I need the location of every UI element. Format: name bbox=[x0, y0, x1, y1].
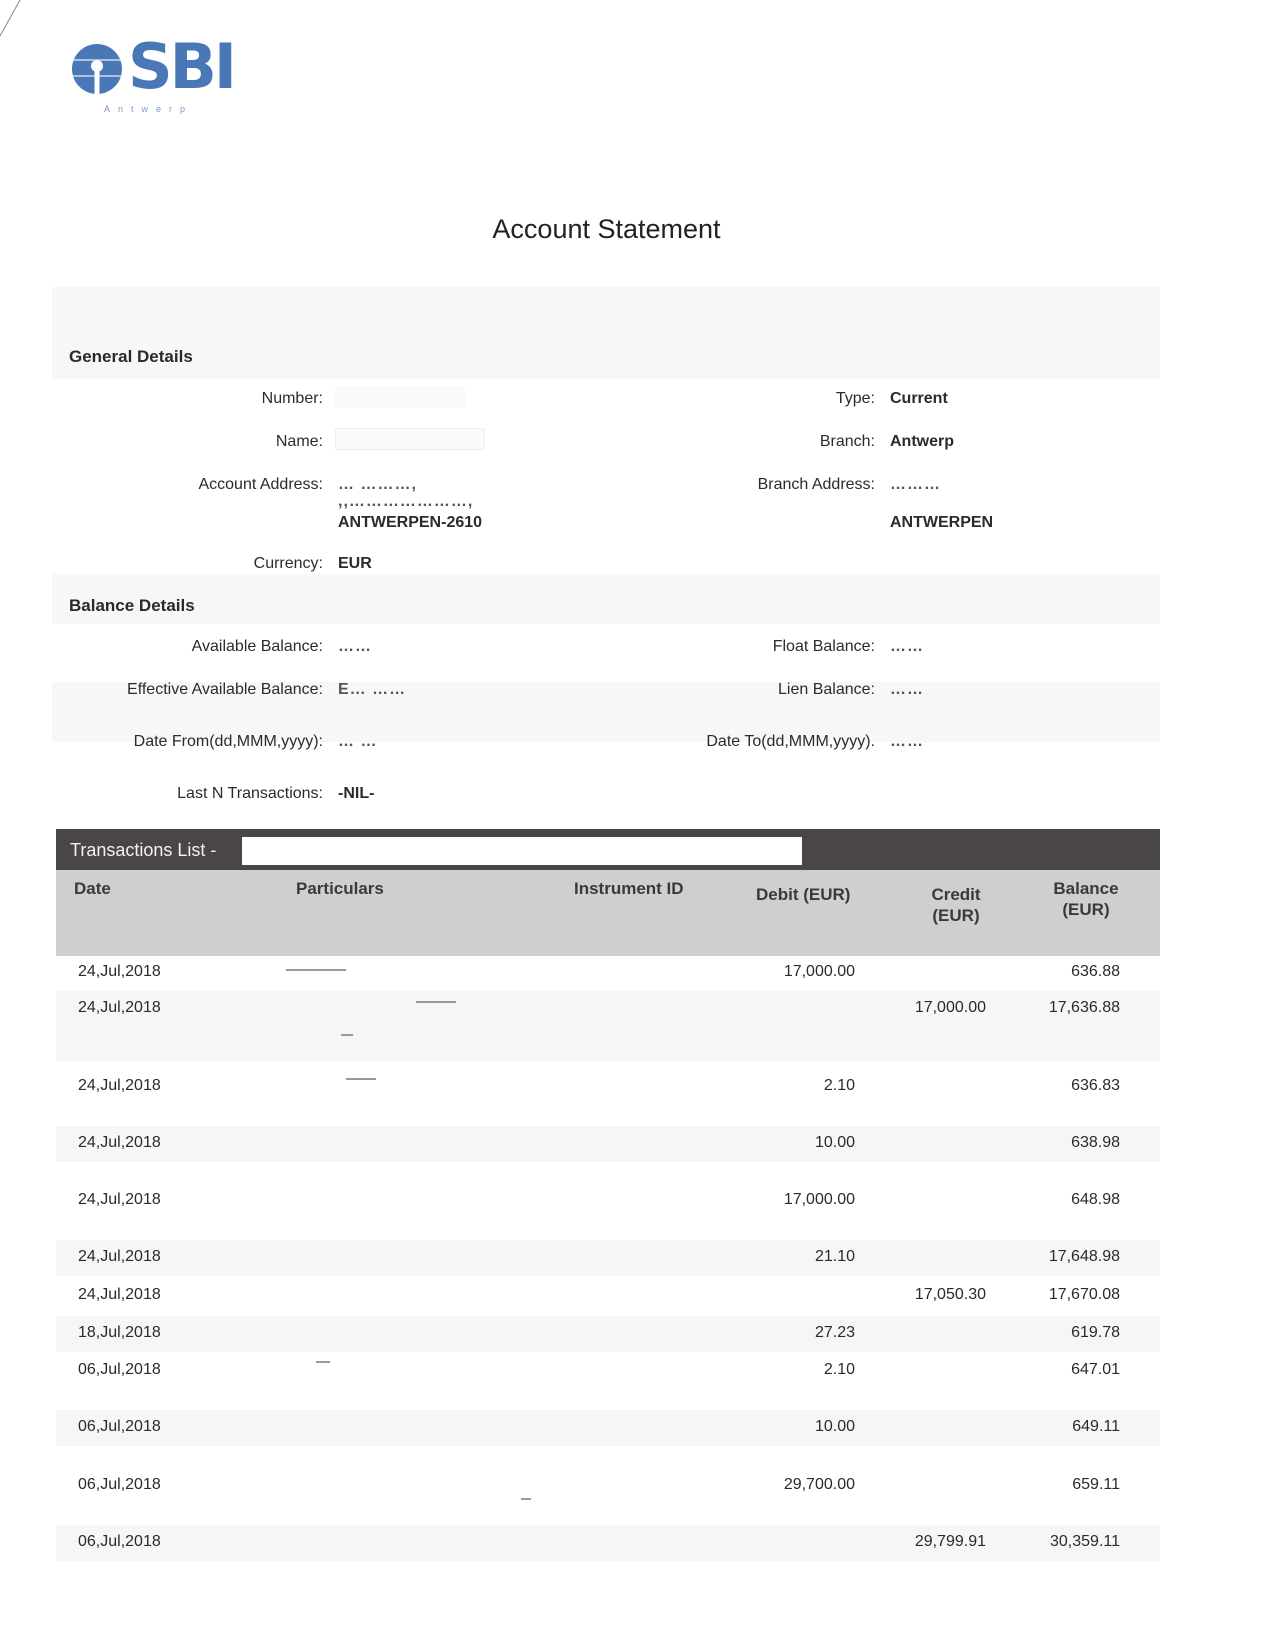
transactions-list-redacted bbox=[242, 837, 802, 865]
date-from-value: … … bbox=[338, 733, 378, 750]
row-debit: 10.00 bbox=[814, 1418, 855, 1435]
row-debit: 17,000.00 bbox=[783, 963, 855, 980]
row-balance: 647.01 bbox=[1071, 1361, 1120, 1378]
row-balance: 636.88 bbox=[1071, 963, 1120, 980]
table-row bbox=[56, 991, 1160, 1061]
row-date: 18,Jul,2018 bbox=[78, 1324, 161, 1341]
col-balance-line2: (EUR) bbox=[1062, 900, 1110, 919]
account-name-label: Name: bbox=[275, 433, 323, 450]
row-credit: 17,000.00 bbox=[914, 999, 986, 1016]
col-credit-line1: Credit bbox=[931, 885, 981, 904]
float-balance-value: …… bbox=[890, 638, 924, 655]
sbi-logo-mark-icon bbox=[70, 42, 124, 96]
account-address-line3: ANTWERPEN-2610 bbox=[338, 514, 483, 531]
effective-balance-value: E… …… bbox=[338, 681, 407, 698]
lien-balance-value: …… bbox=[890, 681, 924, 698]
row-balance: 17,670.08 bbox=[1048, 1286, 1120, 1303]
account-type-value: Current bbox=[890, 390, 948, 407]
branch-value: Antwerp bbox=[890, 433, 954, 450]
row-balance: 659.11 bbox=[1072, 1476, 1120, 1493]
row-credit: 17,050.30 bbox=[914, 1286, 986, 1303]
row-debit: 2.10 bbox=[823, 1077, 855, 1094]
row-date: 06,Jul,2018 bbox=[78, 1476, 161, 1493]
redaction-mark bbox=[346, 1078, 376, 1080]
effective-balance-label: Effective Available Balance: bbox=[127, 681, 323, 698]
table-row bbox=[56, 1278, 1160, 1314]
account-number-redacted bbox=[335, 386, 465, 408]
row-debit: 27.23 bbox=[814, 1324, 855, 1341]
table-row bbox=[56, 1410, 1160, 1446]
table-row bbox=[56, 1240, 1160, 1276]
row-date: 24,Jul,2018 bbox=[78, 1077, 161, 1094]
table-row bbox=[56, 1353, 1160, 1389]
balance-details-heading: Balance Details bbox=[69, 596, 195, 615]
row-balance: 619.78 bbox=[1071, 1324, 1120, 1341]
row-date: 24,Jul,2018 bbox=[78, 1134, 161, 1151]
redaction-mark bbox=[286, 969, 346, 971]
row-date: 24,Jul,2018 bbox=[78, 999, 161, 1016]
available-balance-label: Available Balance: bbox=[191, 638, 323, 655]
col-credit bbox=[916, 884, 996, 926]
col-instrument-id: Instrument ID bbox=[574, 879, 684, 898]
account-address-label: Account Address: bbox=[198, 476, 323, 493]
transactions-list-label: Transactions List - bbox=[70, 840, 217, 860]
row-debit: 10.00 bbox=[814, 1134, 855, 1151]
redaction-mark bbox=[341, 1034, 353, 1036]
col-balance-line1: Balance bbox=[1053, 879, 1119, 898]
row-date: 06,Jul,2018 bbox=[78, 1361, 161, 1378]
redaction-mark bbox=[316, 1361, 330, 1363]
last-n-transactions-value: -NIL- bbox=[338, 785, 375, 802]
sbi-logo bbox=[70, 30, 240, 118]
branch-address-label: Branch Address: bbox=[757, 476, 875, 493]
row-date: 24,Jul,2018 bbox=[78, 1191, 161, 1208]
row-date: 06,Jul,2018 bbox=[78, 1418, 161, 1435]
col-date: Date bbox=[74, 879, 111, 898]
row-debit: 2.10 bbox=[823, 1361, 855, 1378]
page-title: Account Statement bbox=[492, 214, 721, 244]
table-row bbox=[56, 1183, 1160, 1219]
scan-band bbox=[52, 574, 1160, 624]
row-debit: 21.10 bbox=[814, 1248, 855, 1265]
table-row bbox=[56, 955, 1160, 991]
account-name-redacted bbox=[335, 428, 485, 450]
lien-balance-label: Lien Balance: bbox=[778, 681, 875, 698]
row-balance: 636.83 bbox=[1071, 1077, 1120, 1094]
redaction-mark bbox=[416, 1001, 456, 1003]
account-address-line1: … ………, bbox=[338, 476, 417, 493]
available-balance-value: …… bbox=[338, 638, 372, 655]
currency-label: Currency: bbox=[253, 555, 323, 572]
account-type-label: Type: bbox=[835, 390, 875, 407]
branch-label: Branch: bbox=[819, 433, 875, 450]
table-row bbox=[56, 1525, 1160, 1561]
sbi-logo-subtitle: Antwerp bbox=[104, 104, 194, 114]
row-date: 24,Jul,2018 bbox=[78, 1248, 161, 1265]
table-row bbox=[56, 1316, 1160, 1352]
row-balance: 30,359.11 bbox=[1050, 1533, 1120, 1550]
account-number-label: Number: bbox=[261, 390, 323, 407]
account-address-line2: ,,…………………, bbox=[338, 493, 474, 510]
date-to-label: Date To(dd,MMM,yyyy). bbox=[706, 733, 875, 750]
row-debit: 17,000.00 bbox=[783, 1191, 855, 1208]
row-date: 06,Jul,2018 bbox=[78, 1533, 161, 1550]
row-date: 24,Jul,2018 bbox=[78, 1286, 161, 1303]
row-date: 24,Jul,2018 bbox=[78, 963, 161, 980]
table-row bbox=[56, 1468, 1160, 1504]
row-balance: 648.98 bbox=[1071, 1191, 1120, 1208]
row-debit: 29,700.00 bbox=[783, 1476, 855, 1493]
scan-corner-mark bbox=[0, 0, 40, 40]
sbi-logo-text: SBI bbox=[128, 30, 234, 103]
row-balance: 17,648.98 bbox=[1048, 1248, 1120, 1265]
row-balance: 638.98 bbox=[1071, 1134, 1120, 1151]
row-balance: 17,636.88 bbox=[1048, 999, 1120, 1016]
row-credit: 29,799.91 bbox=[914, 1533, 986, 1550]
col-particulars: Particulars bbox=[296, 879, 384, 898]
col-credit-line2: (EUR) bbox=[932, 906, 980, 925]
branch-address-line1: ……… bbox=[890, 476, 941, 493]
row-balance: 649.11 bbox=[1072, 1418, 1120, 1435]
redaction-mark bbox=[521, 1498, 531, 1500]
col-balance bbox=[1041, 878, 1131, 920]
table-row bbox=[56, 1126, 1160, 1162]
date-to-value: …… bbox=[890, 733, 924, 750]
transactions-list-header bbox=[56, 829, 1160, 870]
currency-value: EUR bbox=[338, 555, 372, 572]
transactions-column-headers bbox=[56, 870, 1160, 956]
branch-address-line3: ANTWERPEN bbox=[890, 514, 994, 531]
float-balance-label: Float Balance: bbox=[772, 638, 875, 655]
last-n-transactions-label: Last N Transactions: bbox=[177, 785, 323, 802]
date-from-label: Date From(dd,MMM,yyyy): bbox=[133, 733, 323, 750]
col-debit: Debit (EUR) bbox=[756, 885, 851, 904]
general-details-heading: General Details bbox=[69, 347, 193, 366]
scan-band bbox=[52, 287, 1160, 379]
table-row bbox=[56, 1069, 1160, 1105]
